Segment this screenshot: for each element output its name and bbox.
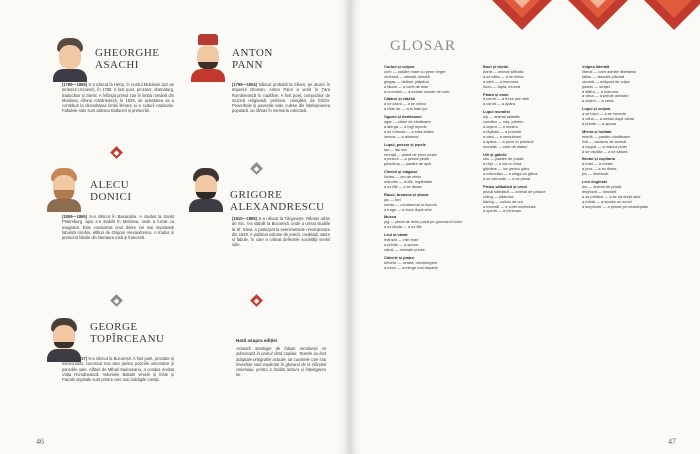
glossary-entry: leu — animal de pradă bbox=[582, 183, 622, 189]
glossary-entry: liberal — care admite libertatea bbox=[582, 68, 636, 74]
glossary-entry: pisică sălbatică — animal de pădure bbox=[483, 188, 546, 194]
glossary-heading: Piatra și omul bbox=[483, 91, 509, 97]
glossary-entry: crâng — pădurice bbox=[483, 193, 514, 199]
glossary-entry: taifas — discuție plăcută bbox=[582, 73, 625, 79]
glossary-entry: bârlog — culcuș de urs bbox=[483, 198, 523, 204]
glossary-entry: lichea — om de nimic bbox=[384, 174, 422, 180]
glossary-entry: a se înfunda — a intra adânc bbox=[384, 128, 434, 134]
glossary-heading: Cățărul și cățelul bbox=[384, 96, 416, 102]
glossary-column-1 bbox=[384, 62, 468, 271]
glossary-entry: a trece — a merge mai departe bbox=[384, 264, 438, 270]
glossary-heading: Boul și vițelul bbox=[483, 64, 509, 69]
author-bio: (1810—1885) S-a născut la Târgoviște. Rămas orfan de mic, s-a stabilit la București, unde a urmat studiile la Sf. Sava. A participat la evenimentele revoluționare din 1848. A publicat volume de poezii, meditații, satire și fabule, în care a criticat defectele societății vremii sale. bbox=[232, 216, 331, 248]
glossary-entry: mierlă — pasăre cântătoare bbox=[582, 133, 631, 139]
glossary-entry: a surprinde — a prinde pe neașteptate bbox=[582, 203, 649, 209]
glossary-entry: a ocroti — a apăra bbox=[483, 101, 516, 107]
glossary-heading: Mierla și hoitata bbox=[582, 128, 612, 134]
glossary-entry: uliu — pasăre de pradă bbox=[483, 156, 524, 162]
glossary-heading: Lupul, pescar și țepele bbox=[384, 141, 426, 147]
glossary-entry: vânat — animale prinse bbox=[384, 246, 425, 252]
edition-note bbox=[236, 338, 326, 378]
glossary-entry: a mârâi — a scoate un sunet bbox=[582, 198, 632, 204]
glossary-entry: a lăuda — a vorbi de bine bbox=[384, 83, 429, 89]
note-text: Această antologie de fabule românești se adresează în primul rând copiilor. Textele au fost adaptate ortografiei actuale, iar cuvintele rare sau învechite sunt explicate în glosarul de la sfârșitul volumului, pentru a facilita lectura și înțelegerea lor. bbox=[236, 346, 326, 378]
glossary-entry: a speria — a înfricoșa bbox=[483, 208, 521, 214]
glossary-entry: cumătru — naș, prieten bbox=[483, 119, 524, 125]
glossary-heading: Lupul moralist bbox=[483, 109, 510, 115]
glossary-entry: a croncăni — a scoate sunete de corb bbox=[384, 88, 450, 94]
author-first-name: ANTON bbox=[232, 47, 273, 59]
glossary-entry: a ciuguli — a mânca puțin bbox=[582, 143, 627, 149]
author-last-name: ALEXANDRESCU bbox=[230, 201, 325, 213]
glossary-entry: mreajă — plasă de prins pește bbox=[384, 151, 437, 157]
author-bio: (1788—1869) S-a născut la Herța, în nordul Moldovei (azi pe teritoriul Ucrainei), în 1788. A fost poet, prozator, dramaturg, traducător și ziarist. A înființat primul ziar în limba română din Moldova, Albina românească, în 1829, iar activitatea sa a contribuit la dezvoltarea limbii literare și a culturii naționale. Fabulele sale sunt adesea traduceri și prelucrări. bbox=[62, 82, 174, 114]
glossary-entry: deghizat — travestit bbox=[582, 188, 617, 194]
author-first-name: ALECU bbox=[90, 179, 130, 191]
glossary-entry: a dojeni — a certa bbox=[582, 98, 614, 104]
glossary-entry: mândrie — trufie, îngâmfare bbox=[384, 179, 433, 185]
portrait-alexandrescu bbox=[186, 168, 226, 212]
author-bio: (1886—1937) S-a născut la București. A fost poet, prozator și memorialist, cunoscut mai ales pentru poeziile umoristice și parodiile sale. Alături de Mihail Sadoveanu, a condus revista Viața Românească. Volumele Balade vesele și triste și Parodii originale sunt printre cele mai îndrăgite creații. bbox=[62, 356, 175, 383]
folk-ornament-icon bbox=[568, 0, 628, 30]
glossary-heading: Leul la vânat bbox=[384, 232, 408, 238]
glossary-entry: jac — furt bbox=[384, 196, 401, 202]
glossary-entry: a trage — a duce după sine bbox=[384, 206, 432, 212]
author-last-name: ASACHI bbox=[95, 59, 139, 71]
glossary-entry: iaz — lac mic bbox=[384, 146, 408, 152]
glossary-entry: a se bizui — a se încrede bbox=[582, 111, 626, 117]
glossary-entry: a se ascunde — a se pitula bbox=[483, 176, 530, 182]
glossary-entry: a alerga — a fugi repede bbox=[384, 123, 427, 129]
page-number-left: 46 bbox=[36, 437, 44, 446]
glossary-heading: Corbul și vulpea bbox=[384, 64, 415, 69]
glossary-entry: a se căzni — a se chinui bbox=[384, 101, 427, 107]
glossary-entry: a cerne — a trece prin sită bbox=[483, 96, 529, 102]
folk-ornament-icon bbox=[644, 0, 700, 30]
portrait-asachi bbox=[50, 38, 90, 82]
glossary-heading: Brotul și copilaria bbox=[582, 156, 615, 162]
author-last-name: PANN bbox=[232, 59, 263, 71]
glossary-heading: Vulpea liberală bbox=[582, 64, 610, 69]
red-ornament-icon bbox=[110, 146, 123, 159]
gray-ornament-icon bbox=[110, 294, 123, 307]
glossary-entry: a râde de — a-și bate joc bbox=[384, 106, 428, 112]
glossary-title: GLOSAR bbox=[390, 38, 457, 54]
glossary-entry: a mormăi — a vorbi nedeslușit bbox=[483, 203, 536, 209]
glossary-entry: joc — distracție bbox=[582, 171, 609, 177]
glossary-entry: a mari — a crește bbox=[582, 161, 613, 167]
glossary-entry: hoit — cadavru de animal bbox=[582, 138, 627, 144]
author-last-name: DONICI bbox=[90, 191, 132, 203]
glossary-entry: jivină — animal sălbatic bbox=[483, 68, 524, 74]
glossary-entry: a se sălta — a se ridica bbox=[483, 73, 524, 79]
glossary-entry: vizuină — adăpost de vulpe bbox=[582, 78, 630, 84]
glossary-entry: a cârti — a nemulțumi bbox=[483, 133, 521, 139]
glossary-entry: lucru — faptă, muncă bbox=[483, 83, 520, 89]
portrait-donici bbox=[44, 168, 84, 212]
glossary-heading: Racul, broasca și știuca bbox=[384, 191, 429, 197]
glossary-entry: a făgădui — a promite bbox=[483, 128, 522, 134]
author-last-name: TOPÎRCEANU bbox=[90, 333, 165, 345]
gray-ornament-icon bbox=[250, 162, 263, 175]
glossary-entry: gingaș — delicat, plăpând bbox=[384, 78, 429, 84]
portrait-pann bbox=[188, 38, 228, 82]
glossary-entry: lup — animal sălbatic bbox=[483, 114, 520, 120]
glossary-entry: vicleană — isteață, șireată bbox=[384, 73, 430, 79]
glossary-entry: a vâna — a umbla după vânat bbox=[582, 116, 634, 122]
author-first-name: GHEORGHE bbox=[95, 47, 160, 59]
glossary-heading: Pisica sălbatică și ursul bbox=[483, 183, 527, 189]
glossary-entry: a sfătui — a îndruma bbox=[582, 88, 619, 94]
glossary-entry: pescăruș — pasăre de apă bbox=[384, 161, 431, 167]
glossary-heading: Câinele și piatra bbox=[384, 254, 414, 260]
author-bio: (1796—1854) Născut probabil la Sliven, pe atunci în Imperiul Otoman, Anton Pann a venit în Țara Românească în copilărie. A fost poet, compozitor de muzică religioasă, profesor, culegător de folclor. Proverbele și poveștile sale, culese din înțelepciunea populară, au rămas în memoria colectivă. bbox=[232, 82, 331, 114]
right-page bbox=[350, 0, 700, 454]
glossary-heading: Cinelul și măgarul bbox=[384, 169, 418, 175]
glossary-entry: a dojeni — a mustra bbox=[483, 123, 518, 129]
author-first-name: GEORGE bbox=[90, 321, 138, 333]
glossary-entry: a prinde — a apuca bbox=[384, 242, 418, 247]
folk-ornament-icon bbox=[492, 0, 552, 30]
glossary-entry: a se lăuda — a se făli bbox=[384, 224, 422, 230]
glossary-entry: găinărie — loc pentru găini bbox=[483, 166, 530, 172]
glossary-entry: luneca — a aluneca bbox=[384, 133, 419, 139]
glossary-entry: a se preface — a se da drept altul bbox=[582, 193, 641, 199]
glossary-entry: a juca — a se distra bbox=[582, 166, 617, 172]
glossary-entry: dihonie — ceartă, neînțelegere bbox=[384, 259, 438, 265]
glossary-heading: Lupul și vulpea bbox=[582, 106, 611, 112]
glossary-entry: a prinde — a apuca bbox=[582, 120, 616, 126]
glossary-entry: a pescui — a prinde pește bbox=[384, 156, 430, 162]
author-first-name: GRIGORE bbox=[230, 189, 283, 201]
glossary-entry: ogar — câine de vânătoare bbox=[384, 119, 431, 125]
page-number-right: 47 bbox=[668, 437, 676, 446]
glossary-entry: ocnaș — condamnat la muncă bbox=[384, 201, 437, 207]
glossary-entry: a răpi — a lua cu forța bbox=[483, 161, 522, 167]
glossary-entry: a se ospăta — a se sătura bbox=[582, 148, 628, 154]
glossary-heading: Leul deghizat bbox=[582, 179, 607, 185]
glossary-entry: a se făli — a se lăuda bbox=[384, 183, 422, 189]
glossary-column-2 bbox=[483, 62, 567, 214]
glossary-heading: Ulii și găinile bbox=[483, 151, 507, 157]
glossary-heading: Musca bbox=[384, 214, 397, 220]
glossary-column-3 bbox=[582, 62, 666, 209]
glossary-entry: a aplica — a pune în practică bbox=[483, 138, 534, 144]
glossary-entry: moralist — care dă sfaturi bbox=[483, 143, 528, 149]
note-title: Notă asupra ediției bbox=[236, 338, 278, 343]
glossary-entry: mânzat — viței mari bbox=[384, 237, 419, 243]
glossary-heading: Ogarul și dorlăcanul bbox=[384, 114, 422, 120]
glossary-entry: corb — pasăre mare cu pene negre bbox=[384, 68, 446, 74]
red-ornament-icon bbox=[250, 294, 263, 307]
author-bio: (1806—1865) S-a născut în Basarabia. A studiat la Sankt Petersburg, apoi s-a stabilit în Moldova, unde a lucrat ca magistrat. Este considerat unul dintre cei mai importanți fabuliști români, alături de Grigore Alexandrescu. A tradus și prelucrat fabule din literatura rusă și franceză. bbox=[62, 214, 175, 241]
glossary-entry: a cotcodăci — a striga ca găina bbox=[483, 171, 538, 177]
glossary-entry: paznic — străjer bbox=[582, 83, 611, 89]
glossary-entry: jug — piesă de lemn pusă pe grumazul boilor bbox=[384, 219, 463, 225]
glossary-entry: a cârti — a murmura bbox=[483, 78, 519, 84]
glossary-entry: a vâna — a prinde animale bbox=[582, 93, 629, 99]
